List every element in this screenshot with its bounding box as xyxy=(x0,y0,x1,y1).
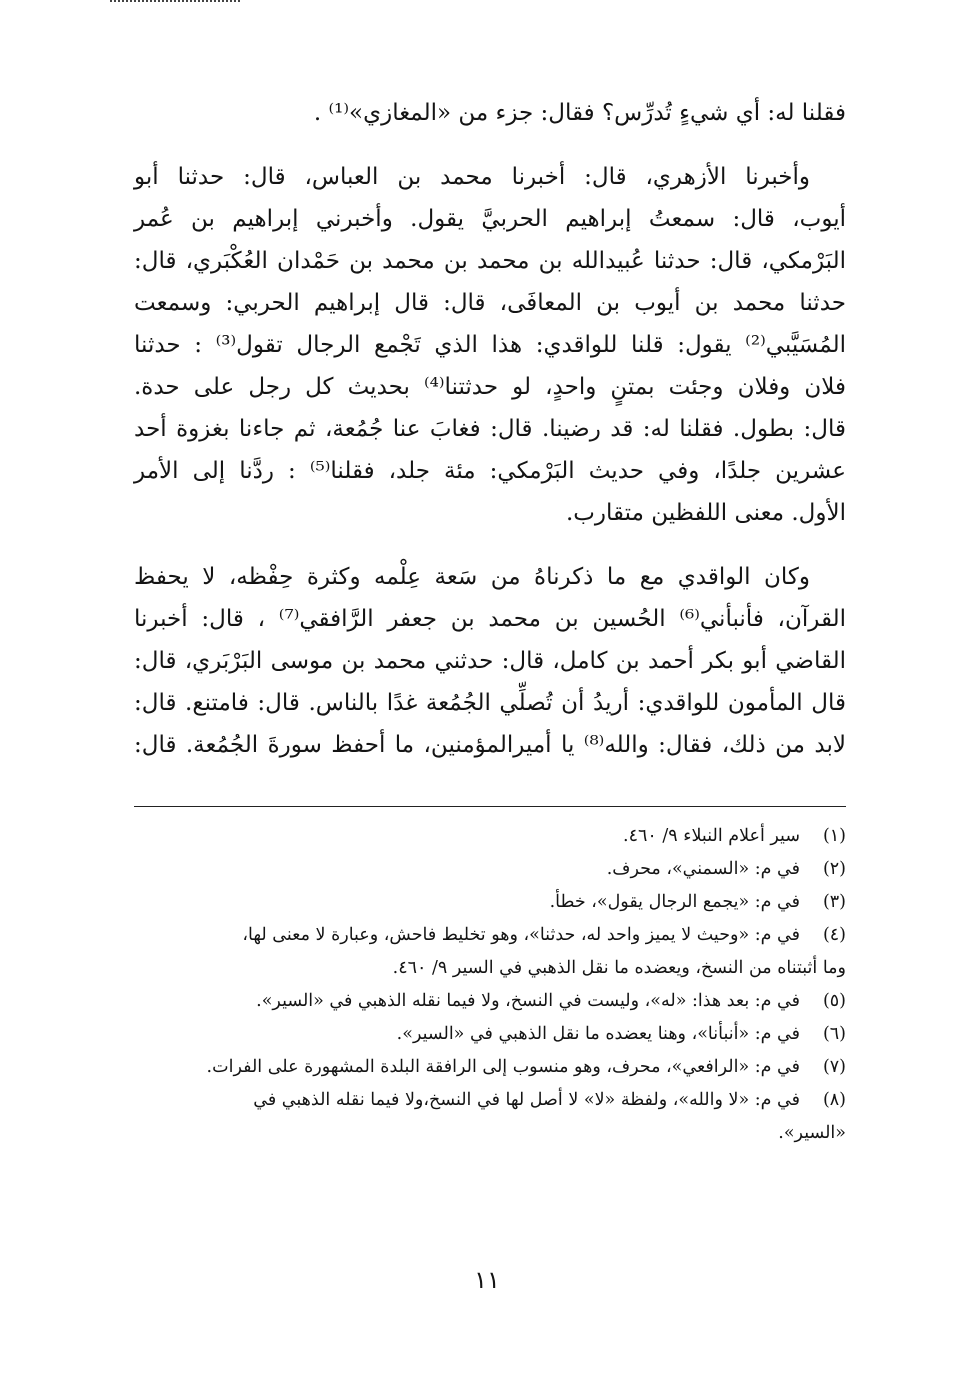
footnote-number: (٥) xyxy=(822,991,846,1011)
page-number: ١١ xyxy=(474,1266,500,1294)
footnote-number: (٣) xyxy=(822,892,846,912)
footnote-text: في م: «وحيث لا يميز واحد له، حدثنا»، وهو تخليط فاحش، وعبارة لا معنى لها، xyxy=(242,925,800,945)
text-line: قال: بطول. فقلنا له: قد رضينا. قال: فغابَ عنا جُمُعة، ثم جاءنا بغزوة أحد xyxy=(134,416,846,442)
footnote-6 xyxy=(134,1018,846,1051)
paragraph-2 xyxy=(134,156,846,534)
footnote-number: (٢) xyxy=(822,859,846,879)
footnote-text: وما أثبتناه من النسخ، ويعضده ما نقل الذهبي في السير ٩/ ٤٦٠. xyxy=(392,958,846,978)
footnote-text: سير أعلام النبلاء ٩/ ٤٦٠. xyxy=(623,826,800,846)
text-line: البَرْمكي، قال: حدثنا عُبيدالله بن محمد بن محمد بن حَمْدان العُكْبَري، قال: xyxy=(134,248,846,274)
main-text xyxy=(134,92,846,766)
footnote-number: (٤) xyxy=(822,925,846,945)
footnote-4 xyxy=(134,919,846,985)
footnote-8 xyxy=(134,1084,846,1150)
text-line: القرآن، فأنبأني⁽⁶⁾ الحُسين بن محمد بن جعفر الرَّافقي⁽⁷⁾ ، قال: أخبرنا xyxy=(134,606,846,632)
footnote-number: (٧) xyxy=(822,1057,846,1077)
text-line: المُسَيَّبي⁽²⁾ يقول: قلنا للواقدي: هذا الذي تَجْمع الرجال تقول⁽³⁾ : حدثنا xyxy=(134,332,846,358)
footnote-divider xyxy=(134,806,846,807)
text-line: أيوب، قال: سمعتُ إبراهيم الحربيَّ يقول. وأخبرني إبراهيم بن عُمر xyxy=(134,206,846,232)
footnote-number: (١) xyxy=(822,826,846,846)
paragraph-1 xyxy=(134,92,846,134)
footnote-5 xyxy=(134,985,846,1018)
text-line: عشرين جلدًا، وفي حديث البَرْمكي: مئة جلد، فقلنا⁽⁵⁾ : ردَّنا إلى الأمر xyxy=(134,458,846,484)
text-line: قال المأمون للواقدي: أريدُ أن تُصلِّي الجُمُعة غدًا بالناس. قال: فامتنع. قال: xyxy=(134,690,846,716)
footnotes xyxy=(134,820,846,1150)
text-line: فلان وفلان وجئت بمتنٍ واحدٍ، لو حدثتنا⁽⁴⁾ بحديث كل رجل على حدة. xyxy=(134,374,846,400)
text-line: لابد من ذلك، فقال: والله⁽⁸⁾ يا أميرالمؤمنين، ما أحفظ سورةَ الجُمُعة. قال: xyxy=(134,732,846,758)
text-line: الأول. معنى اللفظين متقارب. xyxy=(565,500,846,526)
text-line: وكان الواقدي مع ما ذكرناهُ من سَعة عِلْمه وكثرة حِفْظه، لا يحفظ xyxy=(134,564,810,590)
footnote-7 xyxy=(134,1051,846,1084)
paragraph-3 xyxy=(134,556,846,766)
top-edge-mark xyxy=(110,0,240,5)
footnote-number: (٦) xyxy=(822,1024,846,1044)
footnote-number: (٨) xyxy=(822,1090,846,1110)
text-line: القاضي أبو بكر أحمد بن كامل، قال: حدثني محمد بن موسى البَرْبَري، قال: xyxy=(134,648,846,674)
text-line: وأخبرنا الأزهري، قال: أخبرنا محمد بن العباس، قال: حدثنا أبو xyxy=(134,164,810,190)
footnote-text: في م: «أنبأنا»، وهنا يعضده ما نقل الذهبي في «السير». xyxy=(396,1024,800,1044)
footnote-text: في م: بعد هذا: «له»، وليست في النسخ، ولا فيما نقله الذهبي في «السير». xyxy=(256,991,800,1011)
footnote-text: في م: «لا والله»، ولفظة «لا» لا أصل لها في النسخ،ولا فيما نقله الذهبي في xyxy=(253,1090,800,1110)
text-line: حدثنا محمد بن أيوب بن المعافَى، قال: قال إبراهيم الحربي: وسمعت xyxy=(134,290,846,316)
footnote-3 xyxy=(134,886,846,919)
footnote-text: في م: «يجمع الرجال يقول»، خطأ. xyxy=(549,892,800,912)
footnote-text: في م: «السمني»، محرف. xyxy=(606,859,800,879)
footnote-1 xyxy=(134,820,846,853)
footnote-2 xyxy=(134,853,846,886)
footnote-text: في م: «الرافعي»، محرف، وهو منسوب إلى الرافقة البلدة المشهورة على الفرات. xyxy=(206,1057,800,1077)
text-line: فقلنا له: أي شيءٍ تُدرِّس؟ فقال: جزء من «المغازي»⁽¹⁾ . xyxy=(313,100,846,126)
footnote-text: «السير». xyxy=(778,1123,846,1143)
